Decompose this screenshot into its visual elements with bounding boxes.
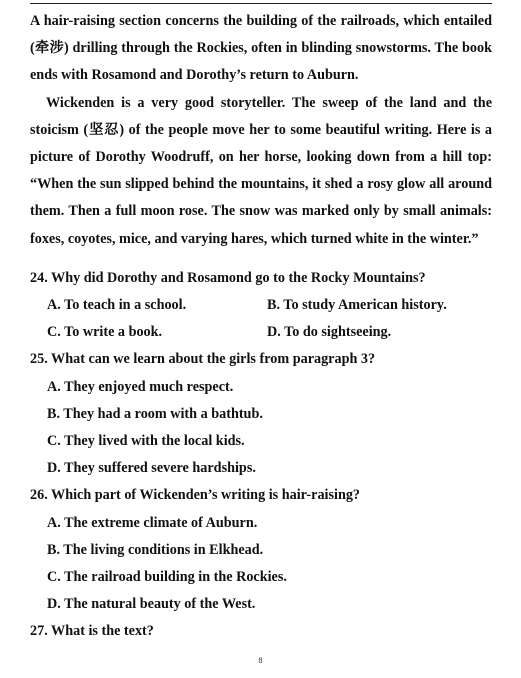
page-content — [30, 8, 492, 646]
option-c[interactable]: C. They lived with the local kids. — [47, 433, 245, 450]
option-a[interactable]: A. They enjoyed much respect. — [47, 378, 234, 395]
section-gap — [30, 253, 492, 265]
passage-paragraph: Wickenden is a very good storyteller. The sweep of the land and the stoicism (坚忍) of the people move her to some beautiful writing. Here is a picture of Dorothy Woodruff, on her horse, looking down from a hill top: “When the sun slipped behind the mountains, it shed a rosy glow all around them. Then a full moon rose. The snow was marked only by small animals: foxes, coyotes, mice, and varying hares, which turned white in the winter.” — [30, 94, 492, 247]
option-d[interactable]: D. They suffered severe hardships. — [47, 460, 256, 477]
question-stem: 27. What is the text? — [30, 623, 154, 640]
option-c[interactable]: C. The railroad building in the Rockies. — [47, 569, 287, 586]
option-c[interactable]: C. To write a book. — [47, 324, 163, 341]
question-26 — [30, 482, 492, 618]
option-row — [30, 292, 492, 319]
option-d[interactable]: D. To do sightseeing. — [267, 324, 392, 341]
question-stem: 24. Why did Dorothy and Rosamond go to the Rocky Mountains? — [30, 269, 426, 286]
option-row — [30, 319, 492, 346]
page-number: 8 — [258, 656, 263, 665]
top-divider — [30, 3, 492, 4]
option-b[interactable]: B. To study American history. — [267, 297, 447, 314]
question-25 — [30, 346, 492, 482]
option-a[interactable]: A. To teach in a school. — [47, 297, 187, 314]
question-27 — [30, 618, 492, 645]
option-b[interactable]: B. They had a room with a bathtub. — [47, 405, 263, 422]
question-stem: 26. Which part of Wickenden’s writing is hair-raising? — [30, 487, 361, 504]
passage-paragraph: A hair-raising section concerns the building of the railroads, which entailed (牵涉) drilling through the Rockies, often in blinding snowstorms. The book ends with Rosamond and Dorothy’s return to Auburn. — [30, 13, 492, 84]
question-stem: 25. What can we learn about the girls from paragraph 3? — [30, 351, 376, 368]
question-24 — [30, 265, 492, 347]
option-b[interactable]: B. The living conditions in Elkhead. — [47, 541, 264, 558]
option-a[interactable]: A. The extreme climate of Auburn. — [47, 514, 258, 531]
option-d[interactable]: D. The natural beauty of the West. — [47, 596, 256, 613]
